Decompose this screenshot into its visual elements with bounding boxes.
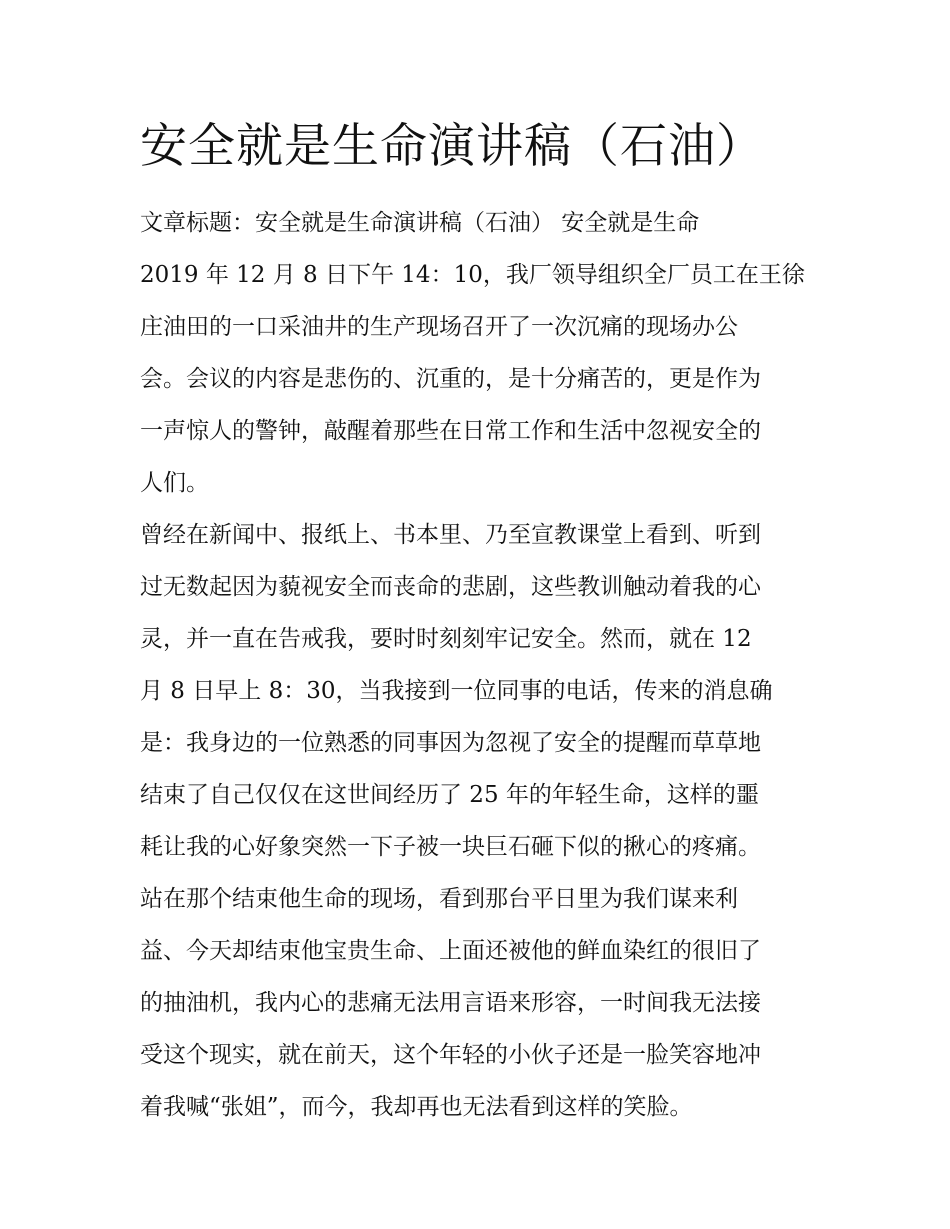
body-line: 受这个现实，就在前天，这个年轻的小伙子还是一脸笑容地冲: [140, 1042, 761, 1068]
body-line: 的抽油机，我内心的悲痛无法用言语来形容，一时间我无法接: [140, 990, 761, 1016]
body-line: 耗让我的心好象突然一下子被一块巨石砸下似的揪心的疼痛。: [140, 834, 761, 860]
body-line: 是：我身边的一位熟悉的同事因为忽视了安全的提醒而草草地: [140, 730, 761, 756]
body-line: 曾经在新闻中、报纸上、书本里、乃至宣教课堂上看到、听到: [140, 522, 761, 548]
body-line: 人们。: [140, 470, 209, 496]
body-line: 文章标题：安全就是生命演讲稿（石油） 安全就是生命: [140, 210, 700, 236]
document-body: [140, 197, 815, 1133]
body-line: 结束了自己仅仅在这世间经历了 25 年的年轻生命，这样的噩: [140, 782, 759, 808]
body-line: 站在那个结束他生命的现场，看到那台平日里为我们谋来利: [140, 886, 738, 912]
document-title: 安全就是生命演讲稿（石油）: [140, 119, 764, 174]
body-line: 一声惊人的警钟，敲醒着那些在日常工作和生活中忽视安全的: [140, 418, 761, 444]
body-line: 过无数起因为藐视安全而丧命的悲剧，这些教训触动着我的心: [140, 574, 761, 600]
body-line: 会。会议的内容是悲伤的、沉重的，是十分痛苦的，更是作为: [140, 366, 761, 392]
body-line: 庄油田的一口采油井的生产现场召开了一次沉痛的现场办公: [140, 314, 738, 340]
body-line: 着我喊“张姐”，而今，我却再也无法看到这样的笑脸。: [140, 1094, 693, 1120]
body-line: 月 8 日早上 8：30，当我接到一位同事的电话，传来的消息确: [140, 678, 773, 704]
body-line: 2019 年 12 月 8 日下午 14：10，我厂领导组织全厂员工在王徐: [140, 262, 805, 288]
body-line: 灵，并一直在告戒我，要时时刻刻牢记安全。然而，就在 12: [140, 626, 752, 652]
body-line: 益、今天却结束他宝贵生命、上面还被他的鲜血染红的很旧了: [140, 938, 761, 964]
